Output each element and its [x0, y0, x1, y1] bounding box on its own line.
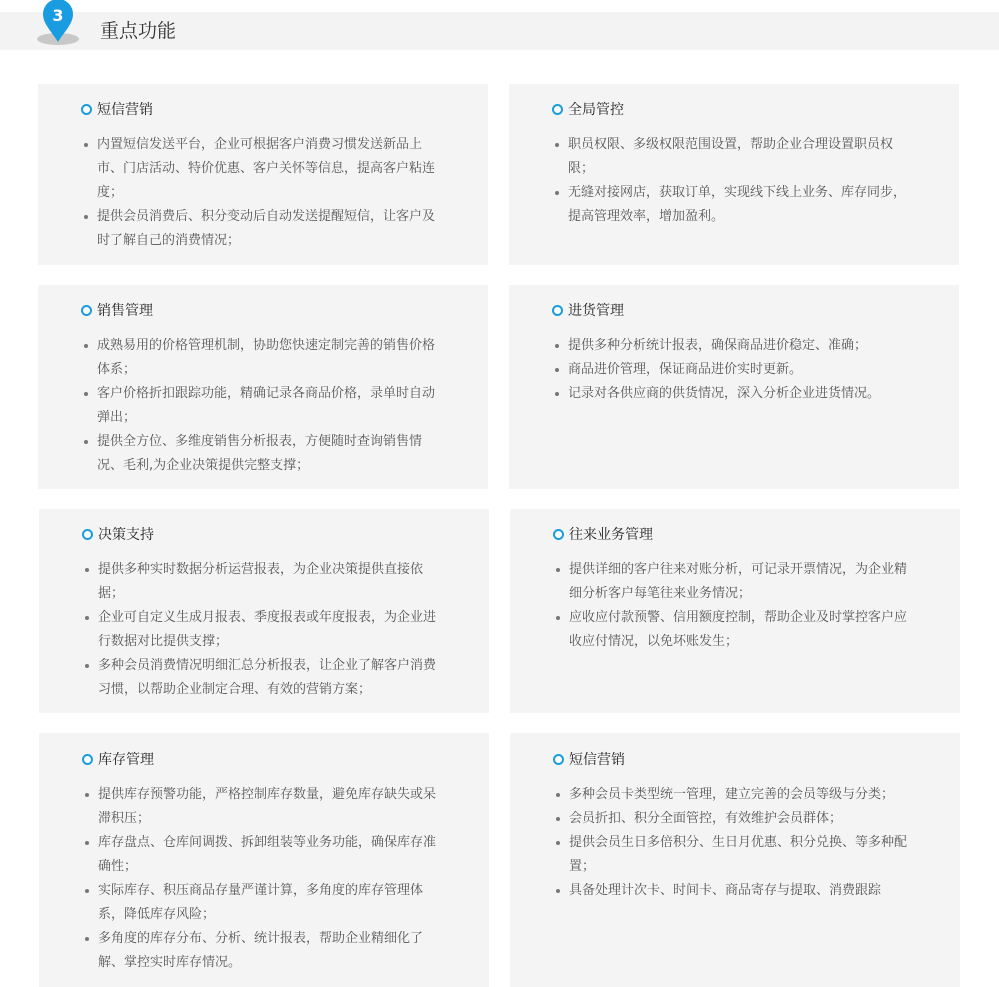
list-item: 商品进价管理，保证商品进价实时更新。: [555, 358, 917, 382]
list-item: 应收应付款预警、信用额度控制，帮助企业及时掌控客户应收应付情况，以免坏账发生；: [556, 606, 918, 654]
list-item: 多种会员卡类型统一管理，建立完善的会员等级与分类；: [556, 783, 918, 807]
feature-card-purchase-management: [509, 285, 959, 489]
list-item: 成熟易用的价格管理机制，协助您快速定制完善的销售价格体系；: [84, 334, 446, 382]
step-number: 3: [52, 6, 64, 25]
card-title: 短信营销: [569, 752, 625, 768]
card-title: 进货管理: [568, 303, 624, 319]
feature-list: [555, 133, 917, 229]
bullet-ring-icon: [81, 305, 92, 316]
list-item: 客户价格折扣跟踪功能，精确记录各商品价格，录单时自动弹出；: [84, 382, 446, 430]
feature-list: [85, 783, 447, 975]
feature-list: [555, 334, 917, 406]
bullet-ring-icon: [553, 754, 564, 765]
list-item: 无缝对接网店，获取订单，实现线下线上业务、库存同步，提高管理效率，增加盈利。: [555, 181, 917, 229]
bullet-ring-icon: [82, 754, 93, 765]
list-item: 实际库存、积压商品存量严谨计算，多角度的库存管理体系，降低库存风险；: [85, 879, 447, 927]
card-title: 决策支持: [98, 527, 154, 543]
feature-card-decision-support: [39, 509, 489, 713]
feature-list: [556, 558, 918, 654]
list-item: 多种会员消费情况明细汇总分析报表，让企业了解客户消费习惯，以帮助企业制定合理、有效的营销方案；: [85, 654, 447, 702]
list-item: 库存盘点、仓库间调拨、拆卸组装等业务功能，确保库存准确性；: [85, 831, 447, 879]
bullet-ring-icon: [553, 529, 564, 540]
feature-card-inventory-management: [39, 733, 489, 987]
card-title: 库存管理: [98, 752, 154, 768]
list-item: 提供详细的客户往来对账分析，可记录开票情况，为企业精细分析客户每笔往来业务情况；: [556, 558, 918, 606]
feature-list: [84, 334, 446, 478]
list-item: 提供会员消费后、积分变动后自动发送提醒短信，让客户及时了解自己的消费情况；: [84, 205, 446, 253]
card-title: 短信营销: [97, 102, 153, 118]
feature-card-accounts-management: [510, 509, 960, 713]
list-item: 职员权限、多级权限范围设置，帮助企业合理设置职员权限；: [555, 133, 917, 181]
list-item: 多角度的库存分布、分析、统计报表，帮助企业精细化了解、掌控实时库存情况。: [85, 927, 447, 975]
list-item: 提供多种分析统计报表，确保商品进价稳定、准确；: [555, 334, 917, 358]
list-item: 具备处理计次卡、时间卡、商品寄存与提取、消费跟踪: [556, 879, 918, 903]
card-title: 往来业务管理: [569, 527, 653, 543]
list-item: 企业可自定义生成月报表、季度报表或年度报表，为企业进行数据对比提供支撑；: [85, 606, 447, 654]
card-title: 全局管控: [568, 102, 624, 118]
feature-card-member-sms: [510, 733, 960, 987]
list-item: 提供全方位、多维度销售分析报表，方便随时查询销售情况、毛利,为企业决策提供完整支撑；: [84, 430, 446, 478]
feature-card-global-control: [509, 84, 959, 265]
feature-card-sales-management: [38, 285, 488, 489]
list-item: 提供会员生日多倍积分、生日月优惠、积分兑换、等多种配置；: [556, 831, 918, 879]
page-title: 重点功能: [100, 20, 177, 42]
feature-list: [84, 133, 446, 253]
bullet-ring-icon: [552, 104, 563, 115]
card-title: 销售管理: [97, 303, 153, 319]
feature-list: [85, 558, 447, 702]
bullet-ring-icon: [552, 305, 563, 316]
list-item: 内置短信发送平台，企业可根据客户消费习惯发送新品上市、门店活动、特价优惠、客户关怀等信息，提高客户粘连度；: [84, 133, 446, 205]
feature-list: [556, 783, 918, 903]
list-item: 会员折扣、积分全面管控，有效维护会员群体；: [556, 807, 918, 831]
feature-card-sms-marketing: [38, 84, 488, 265]
bullet-ring-icon: [82, 529, 93, 540]
list-item: 记录对各供应商的供货情况，深入分析企业进货情况。: [555, 382, 917, 406]
list-item: 提供多种实时数据分析运营报表，为企业决策提供直接依据；: [85, 558, 447, 606]
step-badge-icon: [36, 0, 80, 46]
list-item: 提供库存预警功能，严格控制库存数量，避免库存缺失或呆滞积压；: [85, 783, 447, 831]
bullet-ring-icon: [81, 104, 92, 115]
